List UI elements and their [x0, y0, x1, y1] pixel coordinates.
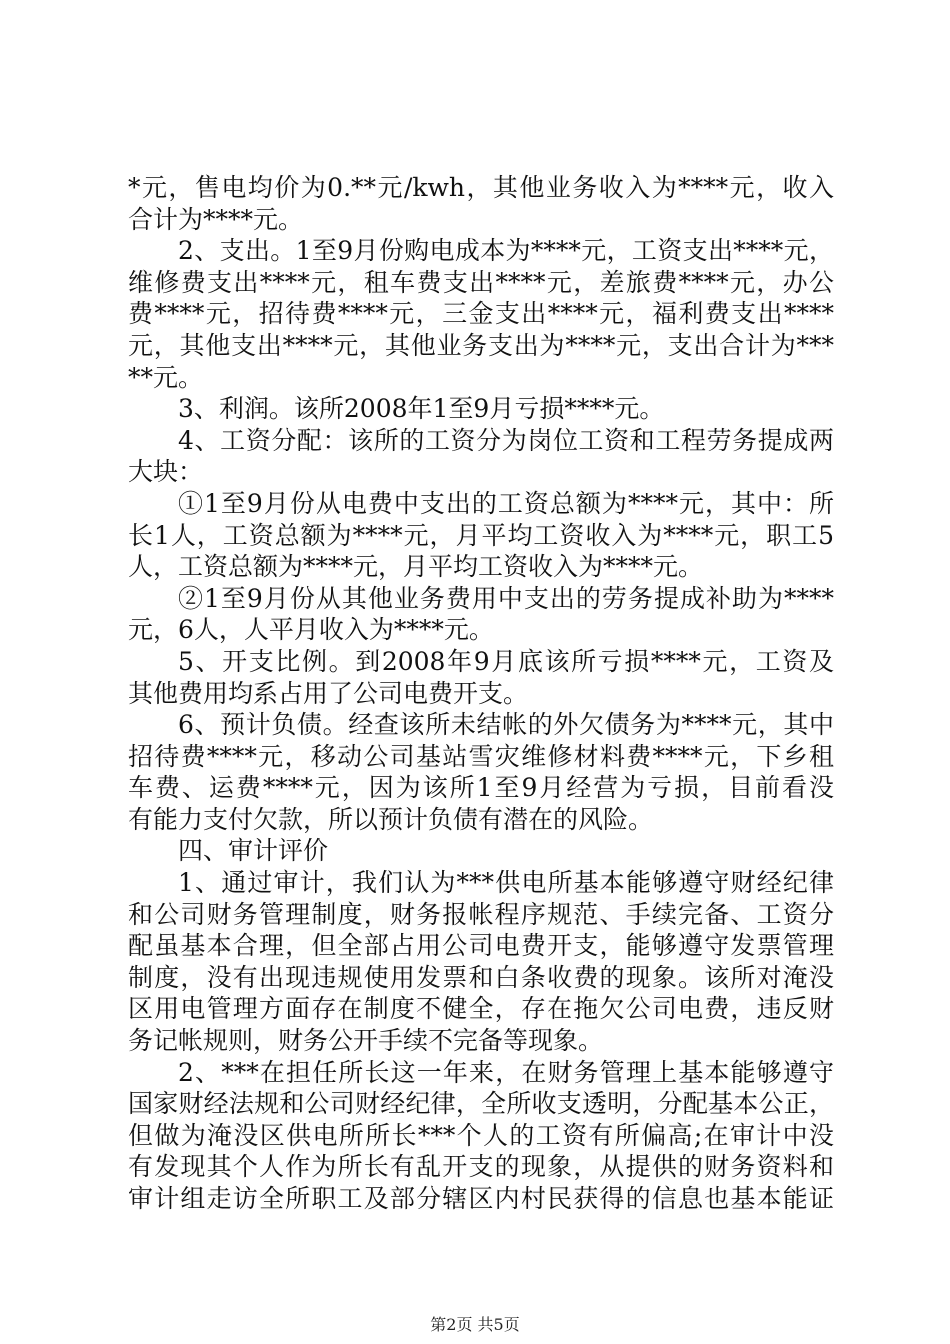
text-line: 6、预计负债。经查该所未结帐的外欠债务为****元，其中 [178, 710, 834, 740]
text-line: **元。 [128, 362, 204, 392]
text-line: 长1人，工资总额为****元，月平均工资收入为****元，职工5 [128, 520, 834, 550]
text-line: 合计为****元。 [128, 204, 304, 234]
text-line: 5、开支比例。到2008年9月底该所亏损****元，工资及 [178, 646, 834, 676]
text-line: 和公司财务管理制度，财务报帐程序规范、手续完备、工资分 [128, 899, 834, 929]
text-line: ①1至9月份从电费中支出的工资总额为****元，其中：所 [178, 488, 834, 518]
text-line: 制度，没有出现违规使用发票和白条收费的现象。该所对淹没 [128, 962, 834, 992]
text-line: 四、审计评价 [178, 836, 329, 866]
text-line: 区用电管理方面存在制度不健全，存在拖欠公司电费，违反财 [128, 994, 834, 1024]
text-line: 人，工资总额为****元，月平均工资收入为****元。 [128, 552, 704, 582]
text-line: 审计组走访全所职工及部分辖区内村民获得的信息也基本能证 [128, 1184, 834, 1213]
text-line: 配虽基本合理，但全部占用公司电费开支，能够遵守发票管理 [128, 931, 834, 961]
text-line: 2、***在担任所长这一年来，在财务管理上基本能够遵守 [178, 1057, 834, 1087]
text-line: 大块： [128, 457, 204, 487]
text-line: 其他费用均系占用了公司电费开支。 [128, 678, 529, 708]
text-line: 4、工资分配：该所的工资分为岗位工资和工程劳务提成两 [178, 425, 834, 455]
text-line: 费****元，招待费****元，三金支出****元，福利费支出**** [128, 299, 834, 329]
text-line: 1、通过审计，我们认为***供电所基本能够遵守财经纪律 [178, 868, 834, 898]
text-line: 元，6人，人平月收入为****元。 [128, 615, 494, 645]
text-line: ②1至9月份从其他业务费用中支出的劳务提成补助为**** [178, 583, 834, 613]
text-line: 维修费支出****元，租车费支出****元，差旅费****元，办公 [128, 267, 834, 297]
text-line: 有发现其个人作为所长有乱开支的现象，从提供的财务资料和 [128, 1152, 834, 1182]
page-footer: 第2页 共5页 [430, 1315, 520, 1334]
text-line: 2、支出。1至9月份购电成本为****元，工资支出****元， [178, 236, 834, 266]
text-line: 车费、运费****元，因为该所1至9月经营为亏损，目前看没 [128, 773, 834, 803]
text-line: 但做为淹没区供电所所长***个人的工资有所偏高;在审计中没 [128, 1120, 834, 1150]
text-line: 3、利润。该所2008年1至9月亏损****元。 [178, 394, 665, 424]
text-line: 元，其他支出****元，其他业务支出为****元，支出合计为*** [128, 330, 834, 360]
text-line: 国家财经法规和公司财经纪律，全所收支透明，分配基本公正， [128, 1089, 834, 1119]
text-line: *元，售电均价为0.**元/kwh，其他业务收入为****元，收入 [128, 173, 834, 202]
text-line: 有能力支付欠款，所以预计负债有潜在的风险。 [128, 804, 654, 834]
document-body [128, 172, 834, 1215]
text-line: 务记帐规则，财务公开手续不完备等现象。 [128, 1026, 604, 1056]
text-line: 招待费****元，移动公司基站雪灾维修材料费****元，下乡租 [128, 741, 834, 771]
